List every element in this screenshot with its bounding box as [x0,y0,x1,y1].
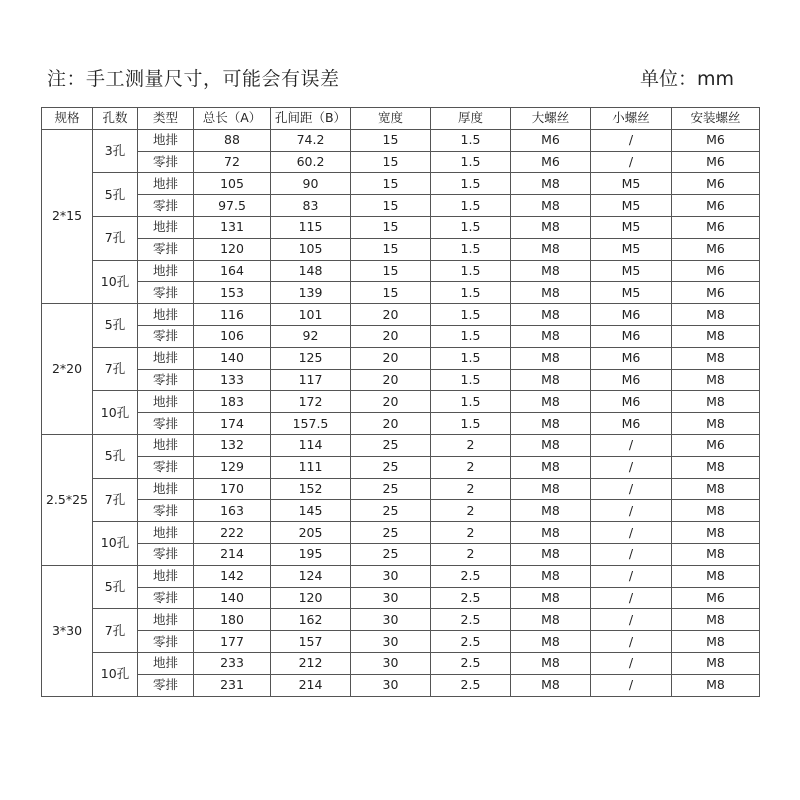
large-screw-cell: M8 [511,565,591,587]
mount-screw-cell: M8 [672,325,760,347]
holes-cell: 3孔 [93,129,138,173]
type-cell: 零排 [138,413,194,435]
hole-spacing-cell: 60.2 [271,151,351,173]
holes-cell: 10孔 [93,522,138,566]
header-spec: 规格 [42,108,93,130]
total-length-cell: 131 [194,216,271,238]
mount-screw-cell: M8 [672,391,760,413]
small-screw-cell: M6 [591,347,672,369]
table-row [42,652,760,674]
large-screw-cell: M8 [511,216,591,238]
table-row [42,195,760,217]
width-cell: 25 [351,522,431,544]
total-length-cell: 163 [194,500,271,522]
large-screw-cell: M8 [511,587,591,609]
type-cell: 零排 [138,238,194,260]
mount-screw-cell: M6 [672,216,760,238]
thickness-cell: 2 [431,543,511,565]
hole-spacing-cell: 125 [271,347,351,369]
hole-spacing-cell: 114 [271,434,351,456]
large-screw-cell: M8 [511,238,591,260]
thickness-cell: 2 [431,478,511,500]
holes-cell: 7孔 [93,347,138,391]
total-length-cell: 105 [194,173,271,195]
hole-spacing-cell: 195 [271,543,351,565]
total-length-cell: 177 [194,631,271,653]
width-cell: 15 [351,282,431,304]
small-screw-cell: / [591,129,672,151]
table-row [42,609,760,631]
total-length-cell: 88 [194,129,271,151]
thickness-cell: 1.5 [431,391,511,413]
holes-cell: 10孔 [93,652,138,696]
type-cell: 地排 [138,609,194,631]
thickness-cell: 1.5 [431,151,511,173]
type-cell: 零排 [138,282,194,304]
type-cell: 零排 [138,500,194,522]
type-cell: 地排 [138,216,194,238]
hole-spacing-cell: 157.5 [271,413,351,435]
header-thickness: 厚度 [431,108,511,130]
type-cell: 零排 [138,325,194,347]
total-length-cell: 133 [194,369,271,391]
mount-screw-cell: M8 [672,522,760,544]
large-screw-cell: M8 [511,325,591,347]
large-screw-cell: M8 [511,522,591,544]
large-screw-cell: M8 [511,260,591,282]
hole-spacing-cell: 212 [271,652,351,674]
small-screw-cell: M5 [591,260,672,282]
width-cell: 30 [351,631,431,653]
spec-cell: 2*15 [42,129,93,303]
type-cell: 零排 [138,674,194,696]
thickness-cell: 1.5 [431,260,511,282]
total-length-cell: 164 [194,260,271,282]
type-cell: 地排 [138,304,194,326]
large-screw-cell: M8 [511,391,591,413]
total-length-cell: 233 [194,652,271,674]
holes-cell: 5孔 [93,565,138,609]
hole-spacing-cell: 172 [271,391,351,413]
table-row [42,674,760,696]
hole-spacing-cell: 152 [271,478,351,500]
table-row [42,173,760,195]
small-screw-cell: M5 [591,238,672,260]
thickness-cell: 1.5 [431,195,511,217]
hole-spacing-cell: 92 [271,325,351,347]
width-cell: 30 [351,565,431,587]
mount-screw-cell: M8 [672,500,760,522]
thickness-cell: 2.5 [431,631,511,653]
small-screw-cell: / [591,631,672,653]
mount-screw-cell: M8 [672,478,760,500]
unit-label: 单位：mm [640,68,735,90]
type-cell: 地排 [138,260,194,282]
header-total-length: 总长（A） [194,108,271,130]
width-cell: 20 [351,413,431,435]
table-row [42,282,760,304]
width-cell: 30 [351,674,431,696]
thickness-cell: 2 [431,522,511,544]
small-screw-cell: / [591,543,672,565]
mount-screw-cell: M8 [672,369,760,391]
large-screw-cell: M8 [511,304,591,326]
header-hole-spacing: 孔间距（B） [271,108,351,130]
table-row [42,129,760,151]
holes-cell: 5孔 [93,434,138,478]
mount-screw-cell: M6 [672,151,760,173]
large-screw-cell: M6 [511,151,591,173]
thickness-cell: 1.5 [431,369,511,391]
hole-spacing-cell: 90 [271,173,351,195]
small-screw-cell: M6 [591,413,672,435]
type-cell: 零排 [138,587,194,609]
mount-screw-cell: M6 [672,260,760,282]
table-row [42,587,760,609]
small-screw-cell: / [591,565,672,587]
large-screw-cell: M8 [511,173,591,195]
type-cell: 地排 [138,434,194,456]
width-cell: 25 [351,543,431,565]
small-screw-cell: / [591,478,672,500]
thickness-cell: 1.5 [431,129,511,151]
header-width: 宽度 [351,108,431,130]
total-length-cell: 142 [194,565,271,587]
thickness-cell: 2.5 [431,674,511,696]
hole-spacing-cell: 145 [271,500,351,522]
thickness-cell: 1.5 [431,173,511,195]
table-row [42,325,760,347]
thickness-cell: 2.5 [431,609,511,631]
large-screw-cell: M8 [511,609,591,631]
thickness-cell: 2.5 [431,587,511,609]
thickness-cell: 2 [431,456,511,478]
total-length-cell: 222 [194,522,271,544]
total-length-cell: 116 [194,304,271,326]
holes-cell: 5孔 [93,173,138,217]
hole-spacing-cell: 83 [271,195,351,217]
width-cell: 15 [351,173,431,195]
type-cell: 零排 [138,631,194,653]
table-row [42,151,760,173]
width-cell: 25 [351,456,431,478]
hole-spacing-cell: 101 [271,304,351,326]
header-large-screw: 大螺丝 [511,108,591,130]
hole-spacing-cell: 157 [271,631,351,653]
large-screw-cell: M8 [511,282,591,304]
mount-screw-cell: M6 [672,434,760,456]
thickness-cell: 2.5 [431,652,511,674]
table-row [42,631,760,653]
holes-cell: 10孔 [93,391,138,435]
table-row [42,260,760,282]
hole-spacing-cell: 120 [271,587,351,609]
type-cell: 零排 [138,151,194,173]
thickness-cell: 1.5 [431,304,511,326]
mount-screw-cell: M6 [672,173,760,195]
mount-screw-cell: M6 [672,587,760,609]
total-length-cell: 106 [194,325,271,347]
total-length-cell: 129 [194,456,271,478]
thickness-cell: 2.5 [431,565,511,587]
width-cell: 20 [351,325,431,347]
large-screw-cell: M8 [511,369,591,391]
mount-screw-cell: M8 [672,631,760,653]
small-screw-cell: M5 [591,173,672,195]
hole-spacing-cell: 214 [271,674,351,696]
type-cell: 地排 [138,565,194,587]
thickness-cell: 2 [431,500,511,522]
total-length-cell: 140 [194,587,271,609]
large-screw-cell: M8 [511,652,591,674]
large-screw-cell: M8 [511,434,591,456]
table-row [42,413,760,435]
table-row [42,456,760,478]
large-screw-cell: M8 [511,631,591,653]
mount-screw-cell: M6 [672,238,760,260]
width-cell: 20 [351,347,431,369]
small-screw-cell: / [591,652,672,674]
total-length-cell: 153 [194,282,271,304]
header-type: 类型 [138,108,194,130]
small-screw-cell: / [591,522,672,544]
width-cell: 30 [351,587,431,609]
hole-spacing-cell: 111 [271,456,351,478]
spec-table-body [42,129,760,696]
hole-spacing-cell: 162 [271,609,351,631]
mount-screw-cell: M8 [672,304,760,326]
type-cell: 零排 [138,369,194,391]
large-screw-cell: M8 [511,478,591,500]
mount-screw-cell: M8 [672,652,760,674]
small-screw-cell: M6 [591,304,672,326]
width-cell: 15 [351,238,431,260]
mount-screw-cell: M8 [672,565,760,587]
small-screw-cell: M6 [591,369,672,391]
mount-screw-cell: M8 [672,456,760,478]
mount-screw-cell: M8 [672,674,760,696]
total-length-cell: 180 [194,609,271,631]
large-screw-cell: M8 [511,413,591,435]
table-row [42,216,760,238]
type-cell: 地排 [138,173,194,195]
spec-table [41,107,760,697]
width-cell: 20 [351,369,431,391]
width-cell: 25 [351,500,431,522]
total-length-cell: 97.5 [194,195,271,217]
small-screw-cell: M5 [591,282,672,304]
mount-screw-cell: M6 [672,282,760,304]
hole-spacing-cell: 148 [271,260,351,282]
hole-spacing-cell: 205 [271,522,351,544]
table-row [42,565,760,587]
small-screw-cell: M6 [591,325,672,347]
hole-spacing-cell: 105 [271,238,351,260]
width-cell: 15 [351,216,431,238]
table-row [42,391,760,413]
small-screw-cell: / [591,609,672,631]
holes-cell: 7孔 [93,609,138,653]
thickness-cell: 2 [431,434,511,456]
large-screw-cell: M6 [511,129,591,151]
thickness-cell: 1.5 [431,347,511,369]
holes-cell: 10孔 [93,260,138,304]
total-length-cell: 72 [194,151,271,173]
thickness-cell: 1.5 [431,216,511,238]
mount-screw-cell: M8 [672,543,760,565]
total-length-cell: 120 [194,238,271,260]
header-row [42,108,760,130]
hole-spacing-cell: 115 [271,216,351,238]
mount-screw-cell: M6 [672,195,760,217]
width-cell: 15 [351,260,431,282]
hole-spacing-cell: 74.2 [271,129,351,151]
large-screw-cell: M8 [511,674,591,696]
mount-screw-cell: M6 [672,129,760,151]
thickness-cell: 1.5 [431,413,511,435]
width-cell: 15 [351,129,431,151]
type-cell: 地排 [138,478,194,500]
large-screw-cell: M8 [511,347,591,369]
type-cell: 地排 [138,391,194,413]
total-length-cell: 214 [194,543,271,565]
small-screw-cell: / [591,456,672,478]
spec-cell: 2.5*25 [42,434,93,565]
small-screw-cell: / [591,151,672,173]
total-length-cell: 183 [194,391,271,413]
small-screw-cell: M6 [591,391,672,413]
hole-spacing-cell: 117 [271,369,351,391]
large-screw-cell: M8 [511,195,591,217]
type-cell: 地排 [138,652,194,674]
thickness-cell: 1.5 [431,282,511,304]
spec-cell: 3*30 [42,565,93,696]
thickness-cell: 1.5 [431,325,511,347]
mount-screw-cell: M8 [672,413,760,435]
width-cell: 20 [351,304,431,326]
small-screw-cell: / [591,674,672,696]
width-cell: 25 [351,434,431,456]
holes-cell: 5孔 [93,304,138,348]
small-screw-cell: / [591,434,672,456]
width-cell: 30 [351,609,431,631]
type-cell: 地排 [138,129,194,151]
small-screw-cell: M5 [591,216,672,238]
small-screw-cell: M5 [591,195,672,217]
hole-spacing-cell: 124 [271,565,351,587]
type-cell: 零排 [138,195,194,217]
width-cell: 30 [351,652,431,674]
width-cell: 15 [351,195,431,217]
holes-cell: 7孔 [93,478,138,522]
header-small-screw: 小螺丝 [591,108,672,130]
total-length-cell: 170 [194,478,271,500]
type-cell: 地排 [138,522,194,544]
table-row [42,543,760,565]
total-length-cell: 231 [194,674,271,696]
total-length-cell: 140 [194,347,271,369]
small-screw-cell: / [591,587,672,609]
thickness-cell: 1.5 [431,238,511,260]
width-cell: 15 [351,151,431,173]
type-cell: 地排 [138,347,194,369]
header-holes: 孔数 [93,108,138,130]
large-screw-cell: M8 [511,456,591,478]
table-row [42,478,760,500]
table-row [42,522,760,544]
large-screw-cell: M8 [511,500,591,522]
spec-cell: 2*20 [42,304,93,435]
table-row [42,500,760,522]
type-cell: 零排 [138,543,194,565]
small-screw-cell: / [591,500,672,522]
mount-screw-cell: M8 [672,347,760,369]
width-cell: 20 [351,391,431,413]
mount-screw-cell: M8 [672,609,760,631]
width-cell: 25 [351,478,431,500]
hole-spacing-cell: 139 [271,282,351,304]
type-cell: 零排 [138,456,194,478]
holes-cell: 7孔 [93,216,138,260]
table-row [42,238,760,260]
total-length-cell: 132 [194,434,271,456]
table-row [42,369,760,391]
measurement-note: 注：手工测量尺寸，可能会有误差 [47,68,340,90]
table-row [42,347,760,369]
large-screw-cell: M8 [511,543,591,565]
total-length-cell: 174 [194,413,271,435]
table-row [42,304,760,326]
table-row [42,434,760,456]
header-mount-screw: 安装螺丝 [672,108,760,130]
